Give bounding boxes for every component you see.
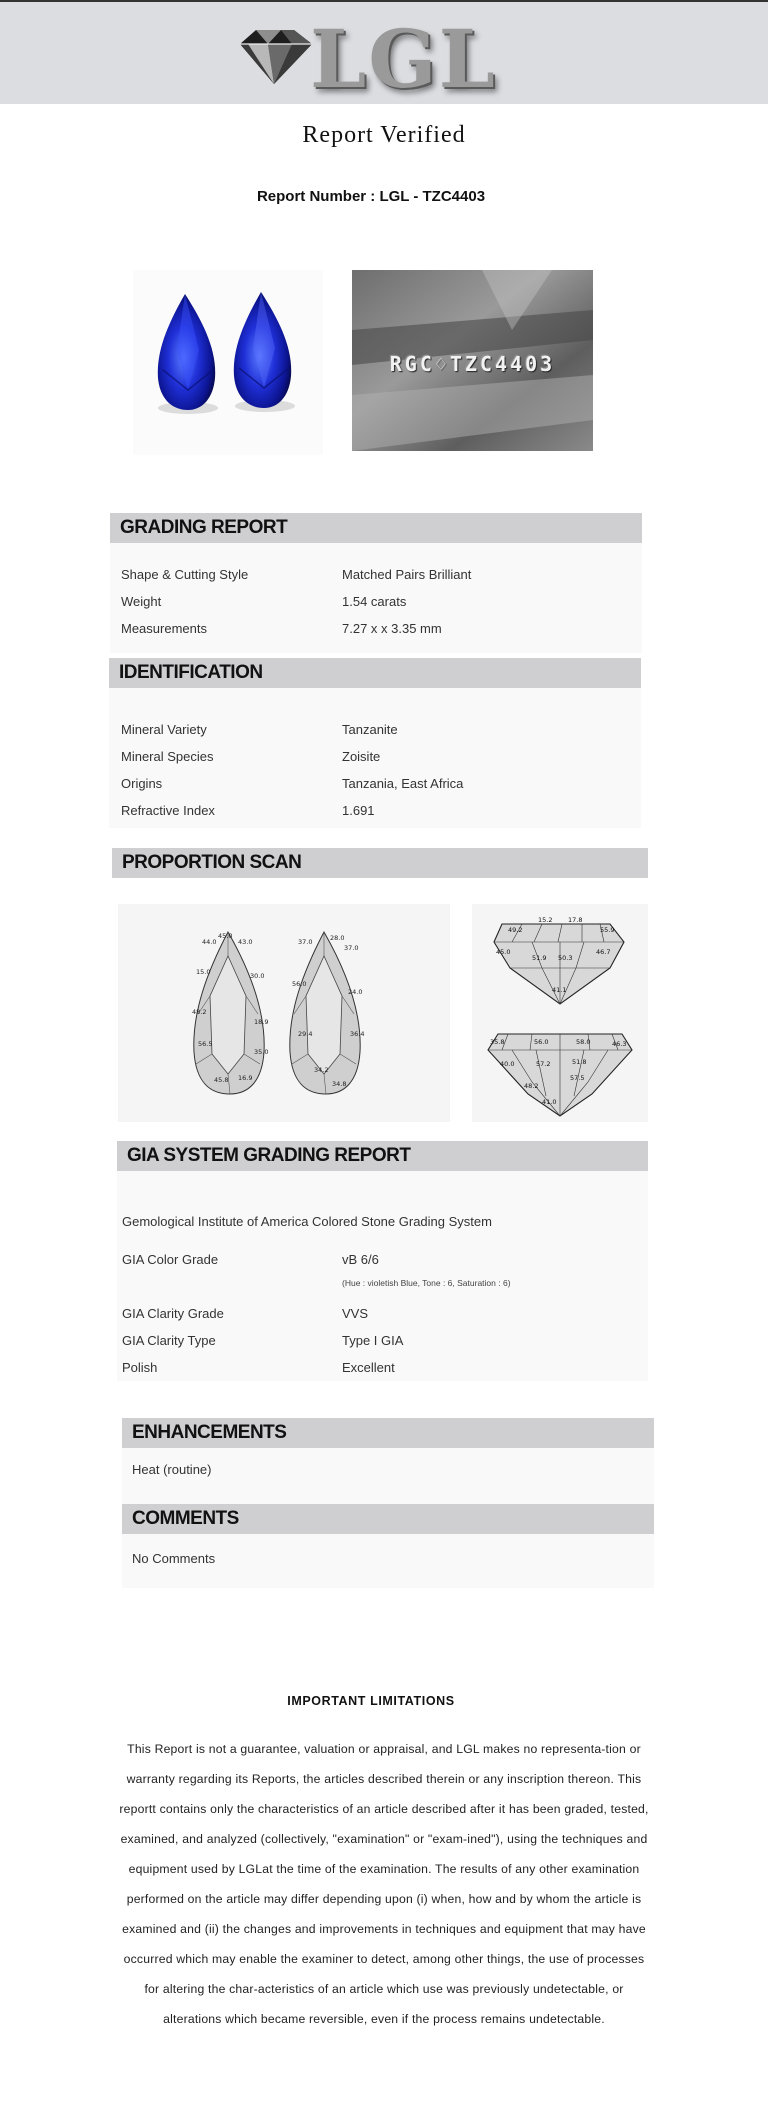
svg-text:51.8: 51.8 — [572, 1058, 587, 1066]
identification-header — [109, 658, 641, 688]
measurements-label: Measurements — [121, 621, 207, 636]
page-title: Report Verified — [302, 122, 466, 148]
section-title: ENHANCEMENTS — [132, 1422, 287, 1443]
grading-report-header — [110, 513, 642, 543]
gia-clarity-type-value: Type I GIA — [342, 1333, 404, 1348]
section-title: COMMENTS — [132, 1508, 239, 1529]
svg-text:30.0: 30.0 — [250, 972, 265, 980]
gia-clarity-type-label: GIA Clarity Type — [122, 1333, 216, 1348]
svg-text:41.0: 41.0 — [542, 1098, 557, 1106]
svg-text:17.8: 17.8 — [568, 916, 583, 924]
svg-text:35.0: 35.0 — [254, 1048, 269, 1056]
mineral-species-label: Mineral Species — [121, 749, 214, 764]
gems-photo — [133, 270, 323, 455]
weight-label: Weight — [121, 594, 162, 609]
lgl-logo[interactable] — [234, 12, 497, 106]
proportion-scan-face-up — [118, 904, 450, 1122]
svg-text:40.0: 40.0 — [500, 1060, 515, 1068]
svg-text:57.2: 57.2 — [536, 1060, 551, 1068]
header-banner — [0, 2, 768, 104]
inscription-text: RGC♢TZC4403 — [389, 352, 556, 376]
polish-label: Polish — [122, 1360, 158, 1375]
refractive-index-value: 1.691 — [342, 803, 375, 818]
inscription-photo — [352, 270, 593, 451]
limitations-title: IMPORTANT LIMITATIONS — [287, 1694, 455, 1708]
gia-color-grade-label: GIA Color Grade — [122, 1252, 219, 1267]
svg-text:44.0: 44.0 — [202, 938, 217, 946]
enhancements-text: Heat (routine) — [132, 1462, 212, 1477]
proportion-scan-header — [112, 848, 648, 878]
origins-label: Origins — [121, 776, 163, 791]
shape-label: Shape & Cutting Style — [121, 567, 249, 582]
polish-value: Excellent — [342, 1360, 395, 1375]
proportion-scan-profile — [472, 904, 648, 1122]
svg-text:49.2: 49.2 — [508, 926, 523, 934]
limitations-body: This Report is not a guarantee, valuation or appraisal, and LGL makes no representa-tion or warranty regarding its Reports, the articles described therein or any inscription thereon. This reportt contains only the characteristics of an article described after it has been graded, tested, examined, and analyzed (collectively, "examination" or "exam-ined"), using the techniques and equipment used by LGLat the time of the examination. The results of any other examination performed on the article may differ depending upon (i) when, how and by whom the article is examined and (ii) the changes and improvements in techniques and equipment that may have occurred which may enable the examiner to detect, among other things, the use of processes for altering the char-acteristics of an article which use was previously undetectable, or alterations which became reversible, even if the process remains undetectable. — [119, 1742, 649, 2026]
svg-text:16.9: 16.9 — [238, 1074, 253, 1082]
svg-text:18.9: 18.9 — [254, 1018, 269, 1026]
svg-text:48.2: 48.2 — [524, 1082, 539, 1090]
svg-text:15.0: 15.0 — [196, 968, 211, 976]
svg-text:45.0: 45.0 — [496, 948, 511, 956]
origins-value: Tanzania, East Africa — [342, 776, 464, 791]
svg-text:56.0: 56.0 — [534, 1038, 549, 1046]
diamond-icon — [234, 26, 316, 88]
svg-text:34.2: 34.2 — [314, 1066, 329, 1074]
svg-text:48.2: 48.2 — [192, 1008, 207, 1016]
refractive-index-label: Refractive Index — [121, 803, 215, 818]
comments-text: No Comments — [132, 1551, 216, 1566]
svg-text:45.8: 45.8 — [214, 1076, 229, 1084]
gia-clarity-grade-value: VVS — [342, 1306, 369, 1321]
shape-value: Matched Pairs Brilliant — [342, 567, 472, 582]
comments-header — [122, 1504, 654, 1534]
svg-text:56.0: 56.0 — [292, 980, 307, 988]
gia-color-grade-value: vB 6/6 — [342, 1252, 379, 1267]
svg-text:29.4: 29.4 — [298, 1030, 313, 1038]
svg-text:24.0: 24.0 — [348, 988, 363, 996]
svg-text:56.5: 56.5 — [198, 1040, 213, 1048]
section-title: IDENTIFICATION — [119, 662, 263, 683]
mineral-variety-label: Mineral Variety — [121, 722, 207, 737]
section-title: PROPORTION SCAN — [122, 852, 302, 873]
measurements-value: 7.27 x x 3.35 mm — [342, 621, 442, 636]
svg-text:57.5: 57.5 — [570, 1074, 585, 1082]
section-title: GIA SYSTEM GRADING REPORT — [127, 1145, 411, 1166]
gia-clarity-grade-label: GIA Clarity Grade — [122, 1306, 224, 1321]
section-title: GRADING REPORT — [120, 517, 288, 538]
svg-text:46.3: 46.3 — [612, 1040, 627, 1048]
svg-text:37.0: 37.0 — [298, 938, 313, 946]
svg-text:35.8: 35.8 — [490, 1038, 505, 1046]
svg-text:55.9: 55.9 — [600, 926, 615, 934]
svg-text:28.0: 28.0 — [330, 934, 345, 942]
svg-text:37.0: 37.0 — [344, 944, 359, 952]
svg-text:36.4: 36.4 — [350, 1030, 365, 1038]
svg-text:58.0: 58.0 — [576, 1038, 591, 1046]
gia-subtitle: Gemological Institute of America Colored Stone Grading System — [122, 1214, 492, 1229]
logo-text: LGL — [310, 12, 497, 106]
gia-report-header — [117, 1141, 648, 1171]
mineral-variety-value: Tanzanite — [342, 722, 398, 737]
svg-text:41.1: 41.1 — [552, 986, 567, 994]
svg-text:51.9: 51.9 — [532, 954, 547, 962]
svg-text:50.3: 50.3 — [558, 954, 573, 962]
report-number: Report Number : LGL - TZC4403 — [256, 188, 486, 205]
weight-value: 1.54 carats — [342, 594, 407, 609]
svg-text:15.2: 15.2 — [538, 916, 553, 924]
svg-text:46.7: 46.7 — [596, 948, 611, 956]
gia-color-grade-note: (Hue : violetish Blue, Tone : 6, Saturation : 6) — [342, 1278, 511, 1288]
mineral-species-value: Zoisite — [342, 749, 381, 764]
svg-text:45.0: 45.0 — [218, 932, 233, 940]
enhancements-header — [122, 1418, 654, 1448]
svg-text:34.8: 34.8 — [332, 1080, 347, 1088]
svg-text:43.0: 43.0 — [238, 938, 253, 946]
